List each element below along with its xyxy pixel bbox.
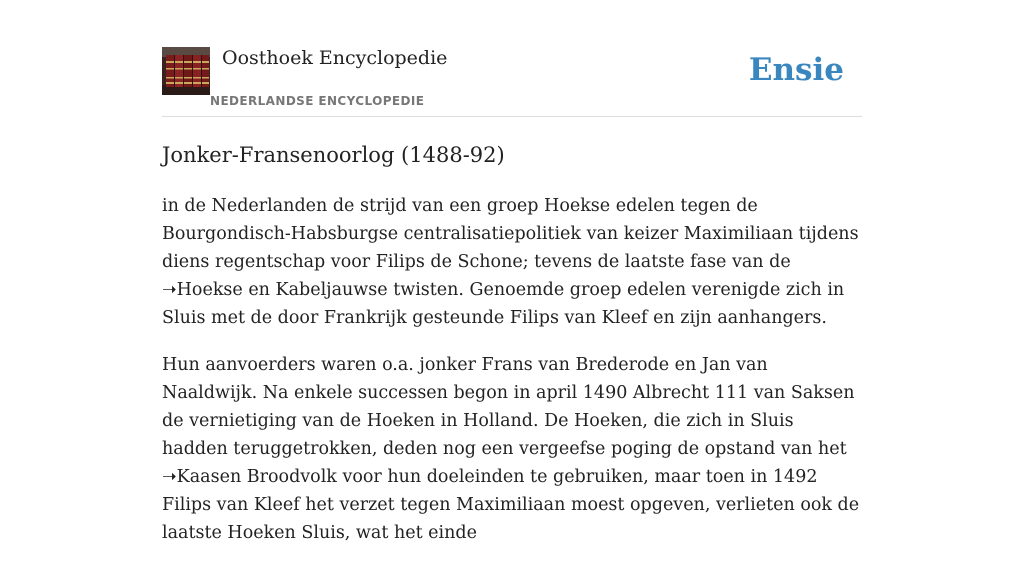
brand-logo[interactable]: Ensie (748, 52, 844, 88)
article-body (162, 192, 862, 566)
article-paragraph (162, 192, 862, 332)
paragraph-text: twisten. Genoemde groep edelen verenigde zich in Sluis met de door Frankrijk gesteunde Filips van Kleef en zijn aanhangers. (162, 280, 845, 328)
cross-reference-link[interactable]: ➝Hoekse en Kabeljauwse (162, 280, 388, 300)
avatar-image (162, 47, 210, 95)
paragraph-text: in de Nederlanden de strijd van een groep Hoekse edelen tegen de Bourgondisch-Habsburgse centralisatiepolitiek van keizer Maximiliaan tijdens diens regentschap voor Filips de Schone; tevens de laatste fase van de (162, 196, 859, 272)
paragraph-text: Hun aanvoerders waren o.a. jonker Frans van Brederode en Jan van Naaldwijk. Na enkele successen begon in april 1490 Albrecht 111 van Saksen de vernietiging van de Hoeken in Holland. De Hoeken, die zich in Sluis hadden teruggetrokken, deden nog een vergeefse poging de opstand van het (162, 355, 855, 459)
site-title[interactable]: Oosthoek Encyclopedie (222, 47, 448, 69)
encyclopedia-books-icon[interactable] (162, 47, 210, 95)
site-subtitle: NEDERLANDSE ENCYCLOPEDIE (210, 94, 425, 108)
article-paragraph (162, 351, 862, 547)
cross-reference-link[interactable]: ➝Kaasen Broodvolk (162, 467, 337, 487)
paragraph-text: voor hun doeleinden te gebruiken, maar toen in 1492 Filips van Kleef het verzet tegen Maximiliaan moest opgeven, verlieten ook de laatste Hoeken Sluis, wat het einde (162, 467, 860, 543)
page-title: Jonker-Fransenoorlog (1488-92) (162, 143, 505, 167)
site-header (162, 46, 862, 117)
